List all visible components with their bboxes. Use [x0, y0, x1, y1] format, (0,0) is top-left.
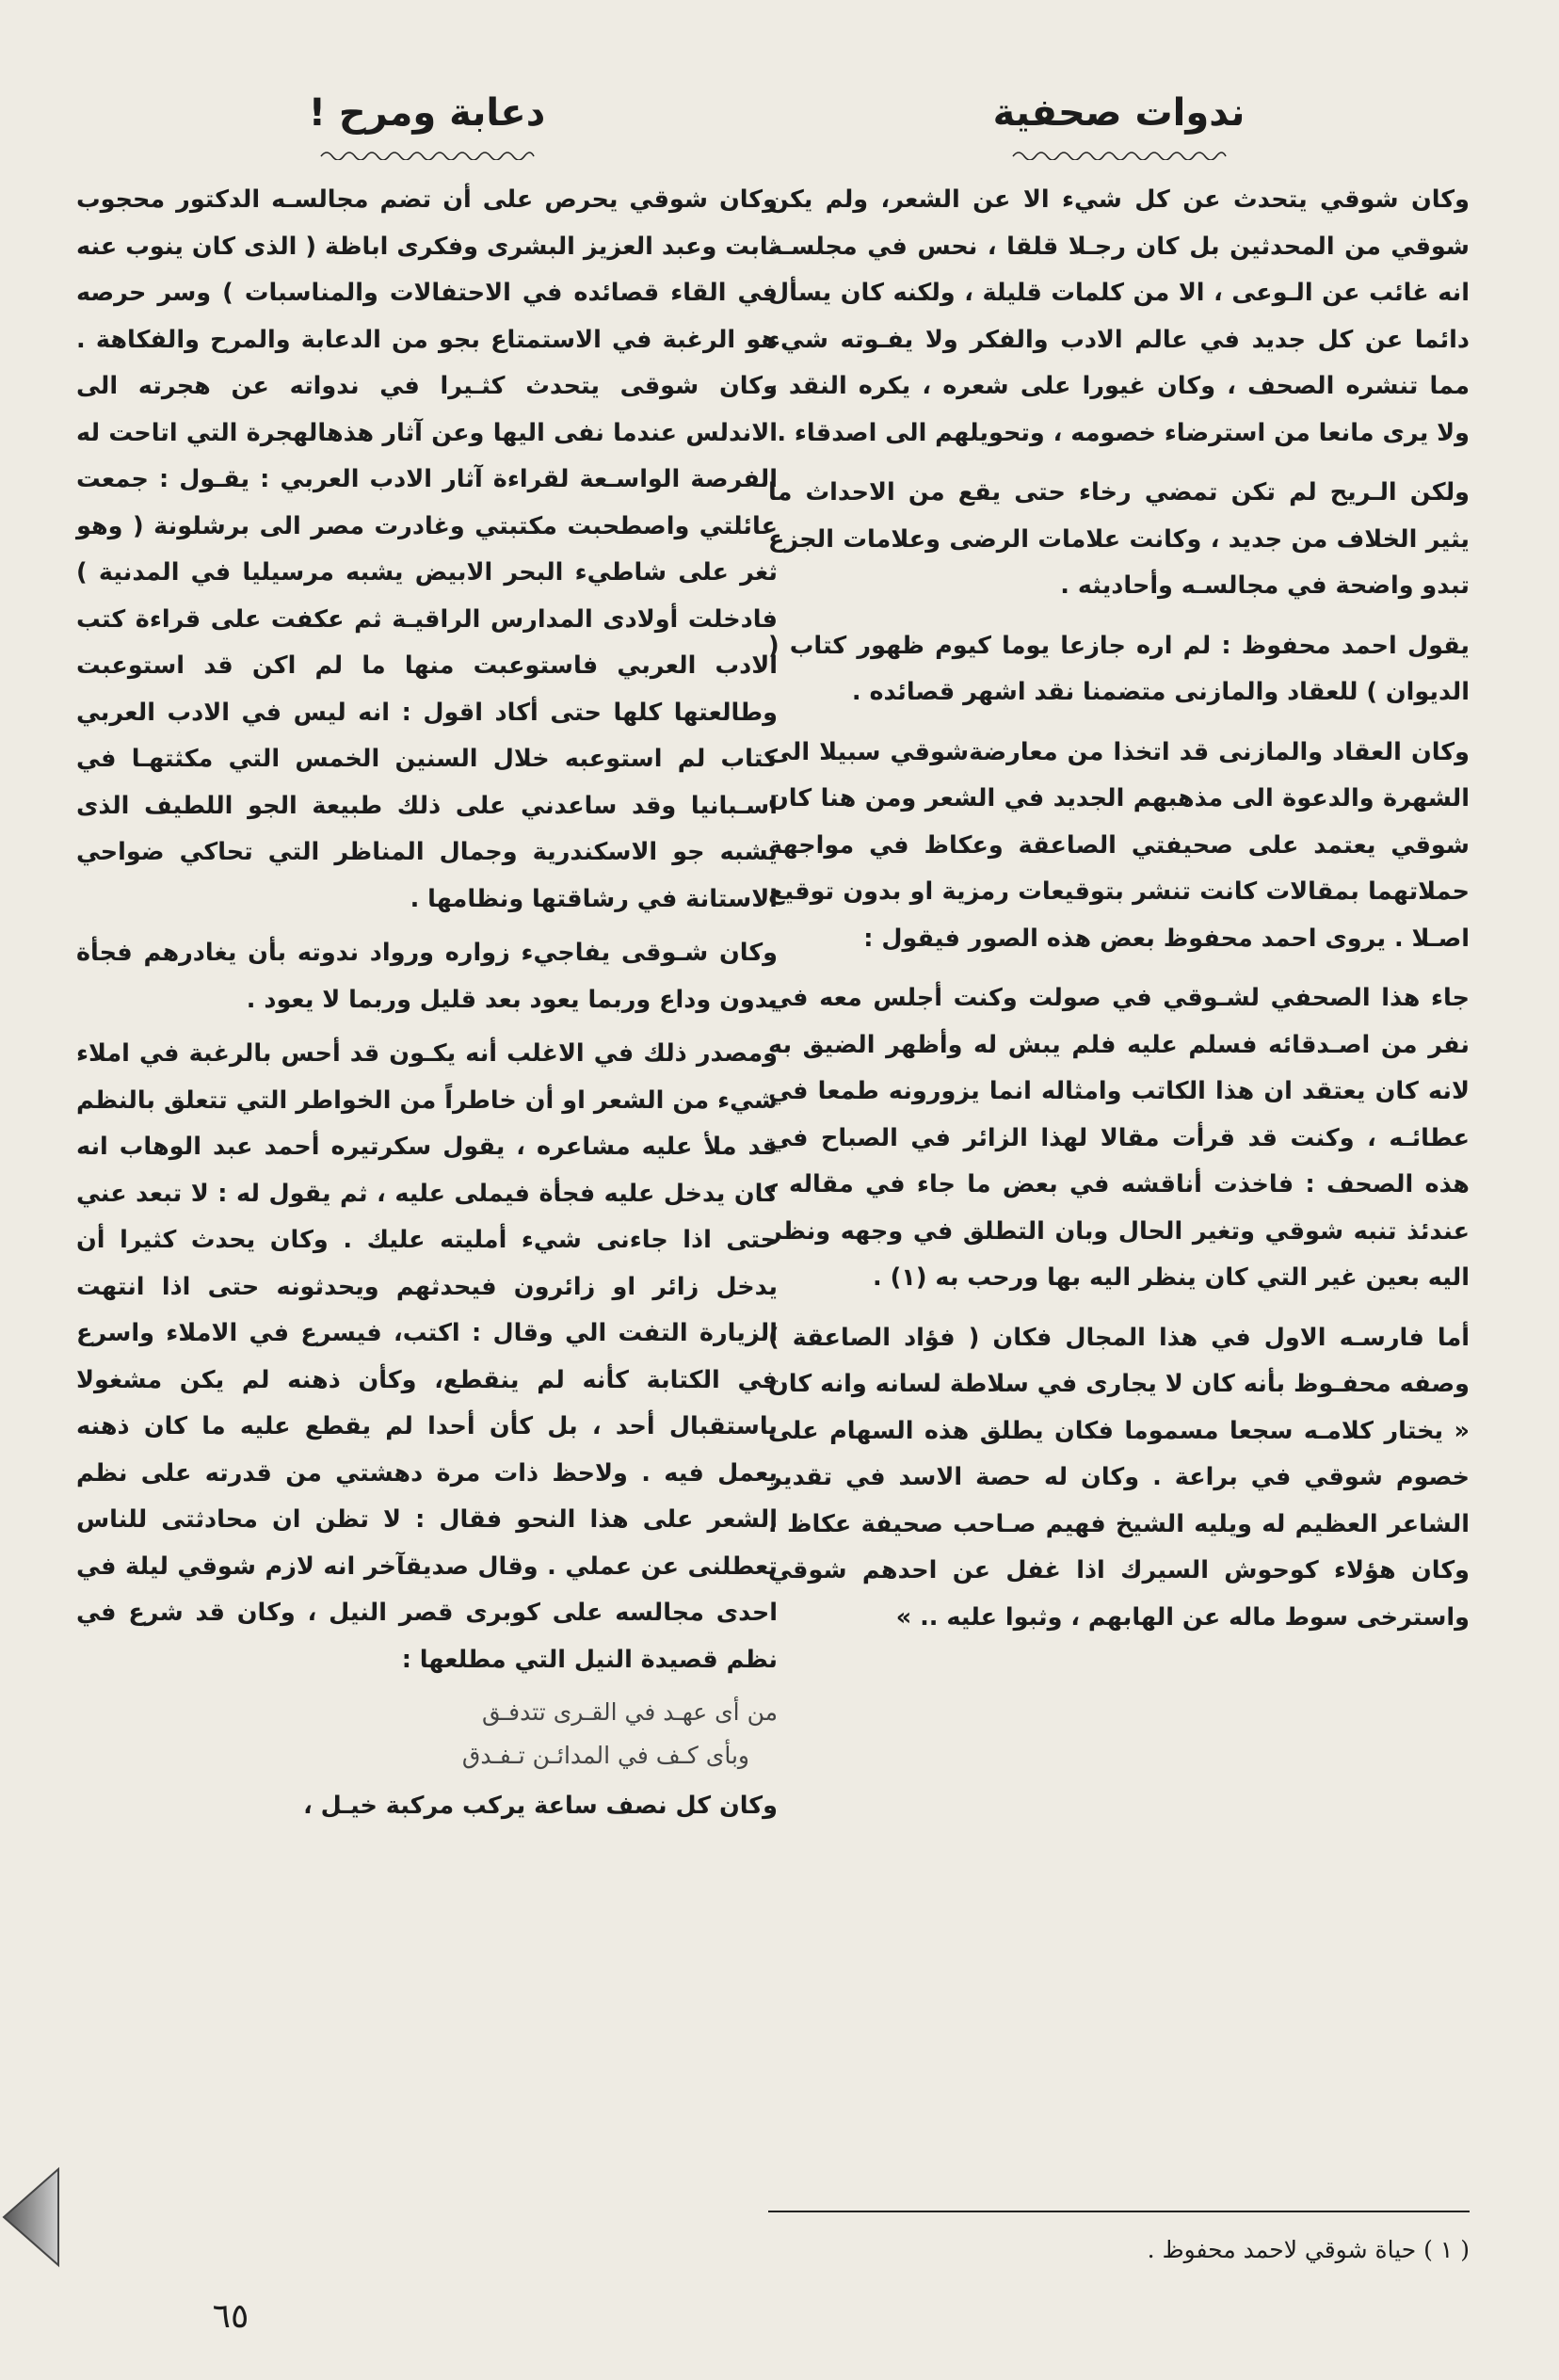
left-column-title: دعابة ومرح ! — [308, 91, 546, 135]
footnote: ( ١ ) حياة شوقي لاحمد محفوظ . — [1147, 2236, 1470, 2263]
right-paragraph-6: أما فارسـه الاول في هذا المجال فكان ( فؤاد الصاعقة ) وصفه محفـوظ بأنه كان لا يجارى في سلاطة لسانه وانه كان « يختار كلامـه سجعا مسموما فكان يطلق هذه السهام على خصوم شوقي في براعة . وكان له حصة الاسد في تقدير الشاعر العظيم له ويليه الشيخ فهيم صـاحب صحيفة عكاظ ، وكان هؤلاء كوحوش السيرك اذا غفل عن احدهم شوقي واسترخى سوط ماله عن الهابهم ، وثبوا عليه .. » — [768, 1323, 1470, 1632]
right-column — [768, 85, 1470, 1654]
poem-verse-2: وبأى كـف في المدائـن تـفـدق — [461, 1742, 749, 1769]
right-paragraph-3: يقول احمد محفوظ : لم اره جازعا يوما كيوم ظهور كتاب ( الديوان ) للعقاد والمازنى متضمنا نقد اشهر قصائده . — [768, 631, 1470, 706]
right-paragraph-5: جاء هذا الصحفي لشـوقي في صولت وكنت أجلس معه في نفر من اصـدقائه فسلم عليه فلم يبش له وأظهر الضيق به لانه كان يعتقد ان هذا الكاتب وامثاله انما يزورونه طمعا في عطائـه ، وكنت قد قرأت مقالا لهذا الزائر في الصباح في هذه الصحف : فاخذت أناقشه في بعض ما جاء في مقاله ، عندئذ تنبه شوقي وتغير الحال وبان التطلق في وجهه ونظر اليه بعين غير التي كان ينظر اليه بها ورحب به (١) . — [768, 984, 1470, 1292]
poem-verse-1: من أى عهـد في القـرى تتدفـق — [482, 1698, 778, 1726]
right-paragraph-1: وكان شوقي يتحدث عن كل شيء الا عن الشعر، ولم يكن شوقي من المحدثين بل كان رجـلا قلقا ، نحس في مجلسـه انه غائب عن الـوعى ، الا من كلمات قليلة ، ولكنه كان يسأل دائما عن كل جديد في عالم الادب والفكر ولا يفـوته شيء مما تنشره الصحف ، وكان غيورا على شعره ، يكره النقد ، ولا يرى مانعا من استرضاء خصومه ، وتحويلهم الى اصدقاء . — [768, 185, 1470, 447]
triangle-left-icon[interactable] — [0, 2165, 66, 2269]
right-column-title: ندوات صحفية — [992, 91, 1246, 135]
right-paragraph-4: وكان العقاد والمازنى قد اتخذا من معارضةشوقي سبيلا الى الشهرة والدعوة الى مذهبهم الجديد في الشعر ومن هنا كان شوقي يعتمد على صحيفتي الصاعقة وعكاظ في مواجهة حملاتهما بمقالات كانت تنشر بتوقيعات رمزية او بدون توقيع اصـلا . يروى احمد محفوظ بعض هذه الصور فيقول : — [768, 737, 1470, 953]
left-column — [76, 85, 778, 1838]
left-closing-line: وكان كل نصف ساعة يركب مركبة خيـل ، — [303, 1792, 778, 1820]
title-underline-ornament — [1011, 147, 1228, 160]
footnote-divider — [768, 2211, 1470, 2212]
title-underline-ornament — [319, 147, 536, 160]
left-paragraph-2: وكان شـوقى يفاجيء زواره ورواد ندوته بأن يغادرهم فجأة بدون وداع وربما يعود بعد قليل وربما لا يعود . — [76, 939, 778, 1014]
right-paragraph-2: ولكن الـريح لم تكن تمضي رخاء حتى يقع من الاحداث ما يثير الخلاف من جديد ، وكانت علامات الرضى وعلامات الجزع تبدو واضحة في مجالسـه وأحاديثه . — [768, 478, 1470, 600]
left-paragraph-1: وكان شوقي يحرص على أن تضم مجالسـه الدكتور محجوب ثابت وعبد العزيز البشرى وفكرى اباظة ( الذى كان ينوب عنه في القاء قصائده في الاحتفالات والمناسبات ) وسر حرصه هو الرغبة في الاستمتاع بجو من الدعابة والمرح والفكاهة . وكان شوقى يتحدث كثـيرا في ندواته عن هجرته الى الاندلس عندما نفى اليها وعن آثار هذهالهجرة التي اتاحت له الفرصة الواسـعة لقراءة آثار الادب العربي : يقـول : جمعت عائلتي واصطحبت مكتبتي وغادرت مصر الى برشلونة ( وهو ثغر على شاطيء البحر الابيض يشبه مرسيليا في المدنية ) فادخلت أولادى المدارس الراقيـة ثم عكفت على قراءة كتب الادب العربي فاستوعبت منها ما لم اكن قد استوعبت وطالعتها كلها حتى أكاد اقول : انه ليس في الادب العربي كتاب لم استوعبه خلال السنين الخمس التي مكثتهـا في اسـبانيا وقد ساعدني على ذلك طبيعة الجو اللطيف الذى يشبه جو الاسكندرية وجمال المناظر التي تحاكي ضواحي الاستانة في رشاقتها ونظامها . — [76, 185, 778, 913]
page-number: ٦٥ — [212, 2297, 249, 2336]
left-paragraph-3: ومصدر ذلك في الاغلب أنه يكـون قد أحس بالرغبة في املاء شيء من الشعر او أن خاطراً من الخواطر التي تتعلق بالنظم قد ملأ عليه مشاعره ، يقول سكرتيره أحمد عبد الوهاب انه كان يدخل عليه فجأة فيملى عليه ، ثم يقول له : لا تبعد عني حتى اذا جاءنى شيء أمليته عليك . وكان يحدث كثيرا أن يدخل زائر او زائرون فيحدثهم ويحدثونه حتى اذا انتهت الزيارة التفت الي وقال : اكتب، فيسرع في الاملاء واسرع في الكتابة كأنه لم ينقطع، وكأن ذهنه لم يكن مشغولا باستقبال أحد ، بل كأن أحدا لم يقطع عليه ما كان ذهنه يعمل فيه . ولاحظ ذات مرة دهشتي من قدرته على نظم الشعر على هذا النحو فقال : لا تظن ان محادثتى للناس تعطلنى عن عملي . وقال صديقآخر انه لازم شوقي ليلة في احدى مجالسه على كوبرى قصر النيل ، وكان قد شرع في نظم قصيدة النيل التي مطلعها : — [76, 1039, 778, 1674]
